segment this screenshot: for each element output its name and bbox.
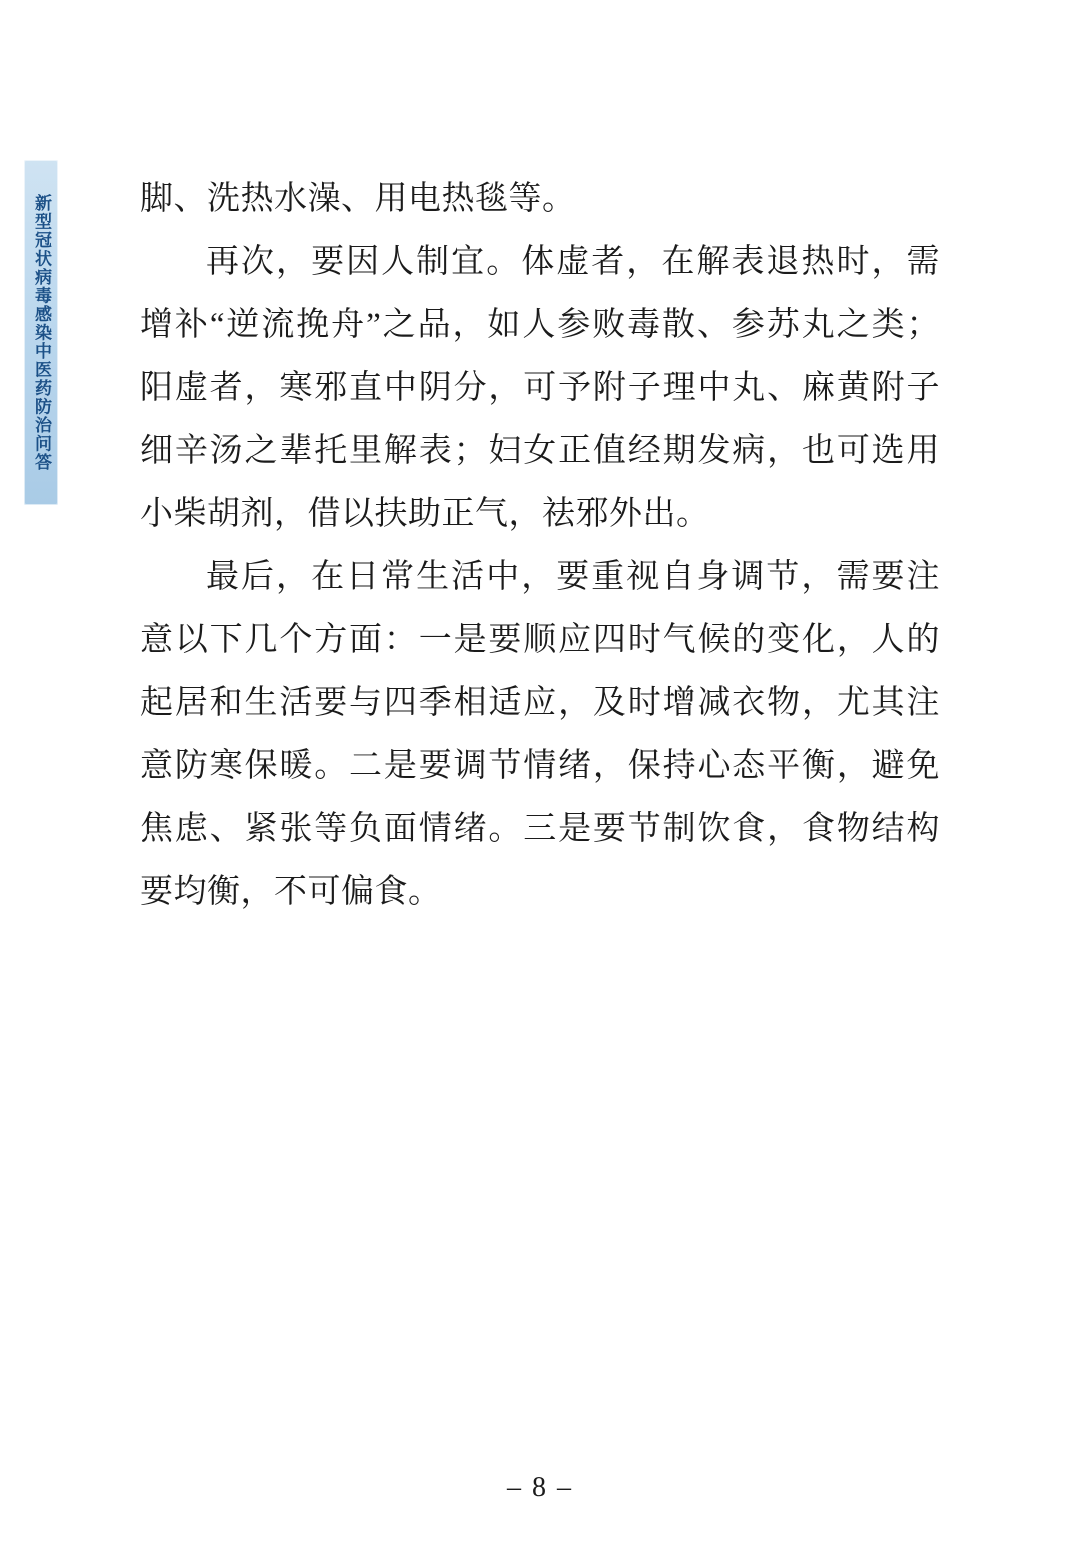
page-body [140, 168, 940, 924]
page-number: – 8 – [507, 1472, 573, 1503]
side-tab-chapter-marker [24, 160, 58, 505]
paragraph-second: 再次，要因人制宜。体虚者，在解表退热时，需增补“逆流挽舟”之品，如人参败毒散、参苏丸之类；阳虚者，寒邪直中阴分，可予附子理中丸、麻黄附子细辛汤之辈托里解表；妇女正值经期发病，也可选用小柴胡剂，借以扶助正气，祛邪外出。 [140, 244, 940, 532]
paragraph-continuation: 脚、洗热水澡、用电热毯等。 [140, 181, 576, 217]
side-tab-title: 新型冠状病毒感染中医药防治问答 [32, 193, 51, 472]
paragraph-third: 最后，在日常生活中，要重视自身调节，需要注意以下几个方面：一是要顺应四时气候的变化，人的起居和生活要与四季相适应，及时增减衣物，尤其注意防寒保暖。二是要调节情绪，保持心态平衡，避免焦虑、紧张等负面情绪。三是要节制饮食，食物结构要均衡，不可偏食。 [140, 559, 940, 910]
